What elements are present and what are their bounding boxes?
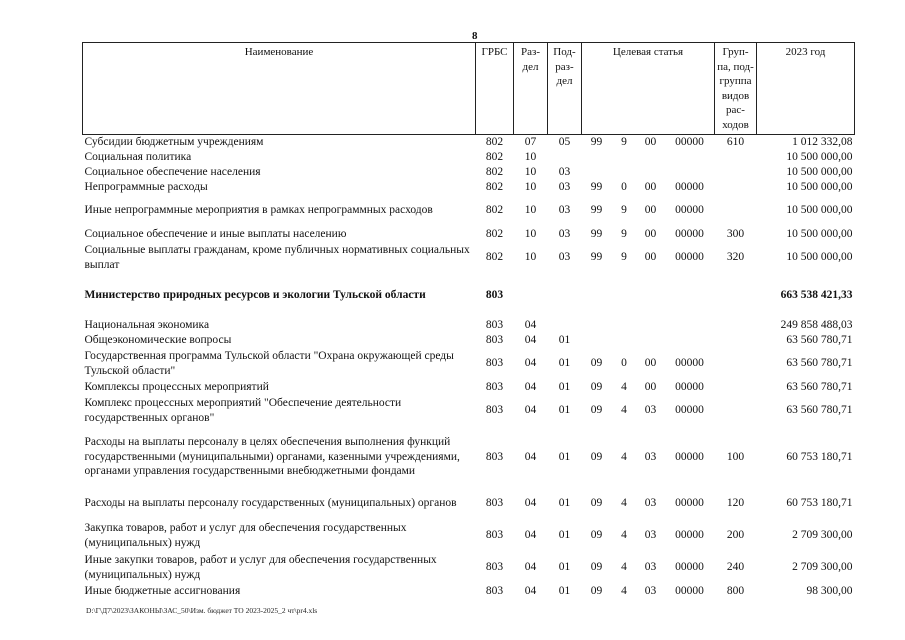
cell-t1: 99: [590, 204, 603, 217]
cell-t2: 0: [621, 180, 627, 193]
cell-t4: 00000: [675, 204, 704, 217]
file-path-footer: D:\Г\Д7\2023\ЗАКОНЫ\ЗАС_50\Изм. бюджет ТО 2023-2025_2 чт\pr4.xls: [86, 606, 318, 615]
cell-t4: 00000: [675, 380, 704, 393]
cell-t1: 09: [590, 529, 603, 542]
cell-rz: 10: [524, 165, 537, 178]
cell-vr: 240: [726, 561, 745, 574]
cell-vr: [715, 380, 757, 395]
cell-t3: [637, 165, 665, 180]
cell-t3: 03: [644, 584, 657, 597]
cell-sum: 2 709 300,00: [792, 529, 853, 542]
cell-name: Иные бюджетные ассигнования: [84, 584, 241, 597]
cell-sum: 10 500 000,00: [786, 204, 853, 217]
cell-t1: [582, 150, 612, 165]
cell-t2: 4: [621, 584, 627, 597]
table-row: [83, 584, 855, 599]
table-row: [83, 380, 855, 395]
cell-vr: [715, 348, 757, 380]
cell-t1: 09: [590, 561, 603, 574]
header-expense-type: Груп- па, под- группа видов рас- ходов: [715, 43, 757, 135]
cell-sum: 63 560 780,71: [786, 357, 853, 370]
cell-rz: 04: [524, 584, 537, 597]
cell-t1: 09: [590, 404, 603, 417]
page-number: 8: [472, 30, 478, 42]
cell-t1: 09: [590, 497, 603, 510]
table-row: [83, 227, 855, 242]
cell-t1: 99: [590, 136, 603, 148]
cell-grbs: 803: [485, 529, 504, 542]
cell-name: Расходы на выплаты персоналу в целях обеспечения выполнения функций государственными (муниципальными) органами, казенными учреждениями, органами управления государственными внебюджетными фондами: [84, 436, 460, 478]
cell-name: Непрограммные расходы: [84, 180, 208, 193]
cell-t2: 4: [621, 380, 627, 393]
cell-sum: 60 753 180,71: [786, 450, 853, 463]
cell-t4: [665, 333, 715, 348]
cell-t3: 03: [644, 497, 657, 510]
cell-t4: 00000: [675, 180, 704, 193]
cell-pr: 01: [558, 529, 571, 542]
table-row: [83, 150, 855, 165]
cell-t3: 00: [644, 180, 657, 193]
cell-t1: 99: [590, 180, 603, 193]
cell-t3: 00: [644, 380, 657, 393]
cell-t3: 03: [644, 529, 657, 542]
table-body: [83, 135, 855, 599]
cell-pr: [548, 274, 582, 318]
table-row: [83, 195, 855, 227]
cell-t3: 03: [644, 450, 657, 463]
cell-t1: [582, 333, 612, 348]
table-row: [83, 348, 855, 380]
header-grbs: ГРБС: [476, 43, 514, 135]
cell-vr: [715, 333, 757, 348]
cell-name: Закупка товаров, работ и услуг для обеспечения государственных (муниципальных) нужд: [84, 522, 407, 549]
table-row: [83, 165, 855, 180]
cell-rz: 07: [524, 136, 537, 148]
header-podrazdel: Под- раз- дел: [548, 43, 582, 135]
cell-rz: 04: [524, 497, 537, 510]
cell-t3: 00: [644, 251, 657, 264]
cell-pr: 01: [558, 497, 571, 510]
cell-sum: 10 500 000,00: [786, 251, 853, 264]
cell-vr: 120: [726, 497, 745, 510]
cell-t2: 0: [621, 357, 627, 370]
cell-sum: 63 560 780,71: [786, 333, 853, 346]
cell-grbs: 802: [485, 180, 504, 193]
cell-t2: 4: [621, 404, 627, 417]
cell-rz: 10: [524, 251, 537, 264]
cell-pr: 05: [558, 136, 571, 148]
cell-sum: 10 500 000,00: [786, 227, 853, 240]
cell-t4: 00000: [675, 497, 704, 510]
cell-vr: 200: [726, 529, 745, 542]
cell-grbs: 803: [485, 584, 504, 597]
cell-pr: 01: [558, 584, 571, 597]
cell-pr: 01: [558, 404, 571, 417]
cell-grbs: 802: [485, 251, 504, 264]
budget-table: [82, 42, 855, 599]
header-year: 2023 год: [757, 43, 855, 135]
cell-vr: 800: [726, 584, 745, 597]
cell-rz: 04: [524, 357, 537, 370]
cell-name: Министерство природных ресурсов и экологии Тульской области: [84, 289, 426, 302]
cell-sum: 10 500 000,00: [786, 180, 853, 193]
cell-t4: 00000: [675, 450, 704, 463]
cell-name: Государственная программа Тульской области "Охрана окружающей среды Тульской области": [84, 350, 454, 377]
cell-sum: 2 709 300,00: [792, 561, 853, 574]
table-row: [83, 318, 855, 333]
cell-grbs: 803: [485, 380, 504, 393]
cell-t3: 03: [644, 561, 657, 574]
table-row: [83, 488, 855, 520]
cell-vr: [715, 180, 757, 195]
cell-t2: [612, 165, 637, 180]
cell-sum: 663 538 421,33: [780, 289, 853, 302]
table-header: [83, 43, 855, 135]
cell-t3: [637, 150, 665, 165]
cell-vr: 320: [726, 251, 745, 264]
cell-pr: 03: [558, 165, 571, 178]
cell-t4: [665, 150, 715, 165]
cell-pr: 01: [558, 561, 571, 574]
cell-sum: 98 300,00: [806, 584, 853, 597]
cell-t4: 00000: [675, 357, 704, 370]
cell-rz: [514, 274, 548, 318]
cell-sum: 1 012 332,08: [792, 136, 853, 148]
cell-t3: 00: [644, 357, 657, 370]
cell-t2: 9: [621, 227, 627, 240]
cell-grbs: 802: [485, 165, 504, 178]
cell-pr: [548, 318, 582, 333]
cell-t4: 00000: [675, 251, 704, 264]
cell-vr: 610: [726, 136, 745, 148]
cell-name: Иные непрограммные мероприятия в рамках непрограммных расходов: [84, 204, 433, 217]
cell-sum: 10 500 000,00: [786, 150, 853, 163]
cell-pr: 01: [558, 357, 571, 370]
cell-pr: 03: [558, 251, 571, 264]
table-row: [83, 135, 855, 150]
cell-vr: 100: [726, 450, 745, 463]
cell-pr: 03: [558, 227, 571, 240]
cell-name: Комплекс процессных мероприятий "Обеспечение деятельности государственных органов": [84, 397, 402, 424]
cell-sum: 249 858 488,03: [780, 318, 853, 331]
cell-grbs: 803: [485, 289, 504, 302]
cell-rz: 04: [524, 450, 537, 463]
header-target-article: Целевая статья: [582, 43, 715, 135]
cell-pr: 01: [558, 380, 571, 393]
cell-t4: [665, 274, 715, 318]
cell-rz: 04: [524, 318, 537, 331]
cell-t4: 00000: [675, 404, 704, 417]
table-row: [83, 552, 855, 584]
header-razdel: Раз- дел: [514, 43, 548, 135]
cell-t3: [637, 333, 665, 348]
cell-grbs: 803: [485, 357, 504, 370]
cell-t4: 00000: [675, 561, 704, 574]
cell-rz: 10: [524, 204, 537, 217]
cell-t4: [665, 318, 715, 333]
cell-t4: 00000: [675, 136, 704, 148]
cell-grbs: 803: [485, 497, 504, 510]
cell-pr: 01: [558, 333, 571, 346]
cell-rz: 04: [524, 561, 537, 574]
table-row: [83, 180, 855, 195]
table-row: [83, 242, 855, 274]
cell-t2: 4: [621, 561, 627, 574]
cell-name: Расходы на выплаты персоналу государственных (муниципальных) органов: [84, 497, 457, 510]
cell-name: Общеэкономические вопросы: [84, 333, 232, 346]
table-row: [83, 395, 855, 427]
table-row: [83, 520, 855, 552]
cell-t2: 9: [621, 251, 627, 264]
cell-pr: 03: [558, 180, 571, 193]
cell-t1: 09: [590, 584, 603, 597]
cell-t1: 09: [590, 380, 603, 393]
cell-grbs: 802: [485, 227, 504, 240]
cell-name: Социальные выплаты гражданам, кроме публичных нормативных социальных выплат: [84, 244, 470, 271]
header-name: Наименование: [83, 43, 476, 135]
cell-t4: [665, 165, 715, 180]
cell-t2: 4: [621, 497, 627, 510]
cell-t1: 99: [590, 251, 603, 264]
cell-grbs: 802: [485, 204, 504, 217]
cell-sum: 63 560 780,71: [786, 404, 853, 417]
cell-rz: 10: [524, 150, 537, 163]
cell-t2: [612, 274, 637, 318]
cell-name: Социальное обеспечение населения: [84, 165, 261, 178]
cell-t3: 00: [644, 204, 657, 217]
cell-rz: 04: [524, 404, 537, 417]
cell-t1: [582, 274, 612, 318]
table-row: [83, 274, 855, 318]
cell-sum: 60 753 180,71: [786, 497, 853, 510]
cell-pr: 01: [558, 450, 571, 463]
cell-rz: 04: [524, 529, 537, 542]
cell-grbs: 803: [485, 404, 504, 417]
cell-vr: 300: [726, 227, 745, 240]
cell-sum: 63 560 780,71: [786, 380, 853, 393]
cell-grbs: 803: [485, 561, 504, 574]
cell-rz: 04: [524, 333, 537, 346]
cell-rz: 10: [524, 180, 537, 193]
cell-t3: 00: [644, 227, 657, 240]
cell-grbs: 803: [485, 333, 504, 346]
cell-grbs: 802: [485, 136, 504, 148]
cell-name: Субсидии бюджетным учреждениям: [84, 136, 264, 148]
cell-t4: 00000: [675, 584, 704, 597]
cell-vr: [715, 274, 757, 318]
cell-grbs: 802: [485, 150, 504, 163]
cell-name: Социальная политика: [84, 150, 192, 163]
cell-grbs: 803: [485, 450, 504, 463]
cell-t1: 09: [590, 357, 603, 370]
cell-t3: 00: [644, 136, 657, 148]
cell-t1: [582, 318, 612, 333]
table-row: [83, 427, 855, 488]
cell-t1: 09: [590, 450, 603, 463]
cell-vr: [715, 395, 757, 427]
cell-t3: [637, 318, 665, 333]
cell-rz: 04: [524, 380, 537, 393]
cell-name: Иные закупки товаров, работ и услуг для обеспечения государственных (муниципальных) нужд: [84, 554, 437, 581]
cell-t2: [612, 150, 637, 165]
cell-t1: 99: [590, 227, 603, 240]
cell-grbs: 803: [485, 318, 504, 331]
cell-t2: 4: [621, 450, 627, 463]
cell-vr: [715, 195, 757, 227]
cell-rz: 10: [524, 227, 537, 240]
cell-t4: 00000: [675, 529, 704, 542]
cell-t2: [612, 333, 637, 348]
table-row: [83, 333, 855, 348]
cell-vr: [715, 165, 757, 180]
cell-t2: 9: [621, 136, 627, 148]
cell-t4: 00000: [675, 227, 704, 240]
cell-vr: [715, 150, 757, 165]
cell-t2: 4: [621, 529, 627, 542]
cell-name: Национальная экономика: [84, 318, 210, 331]
cell-pr: [548, 150, 582, 165]
cell-sum: 10 500 000,00: [786, 165, 853, 178]
cell-t2: [612, 318, 637, 333]
cell-t3: 03: [644, 404, 657, 417]
cell-t2: 9: [621, 204, 627, 217]
cell-name: Социальное обеспечение и иные выплаты населению: [84, 227, 347, 240]
cell-vr: [715, 318, 757, 333]
cell-t3: [637, 274, 665, 318]
cell-t1: [582, 165, 612, 180]
cell-pr: 03: [558, 204, 571, 217]
cell-name: Комплексы процессных мероприятий: [84, 380, 269, 393]
